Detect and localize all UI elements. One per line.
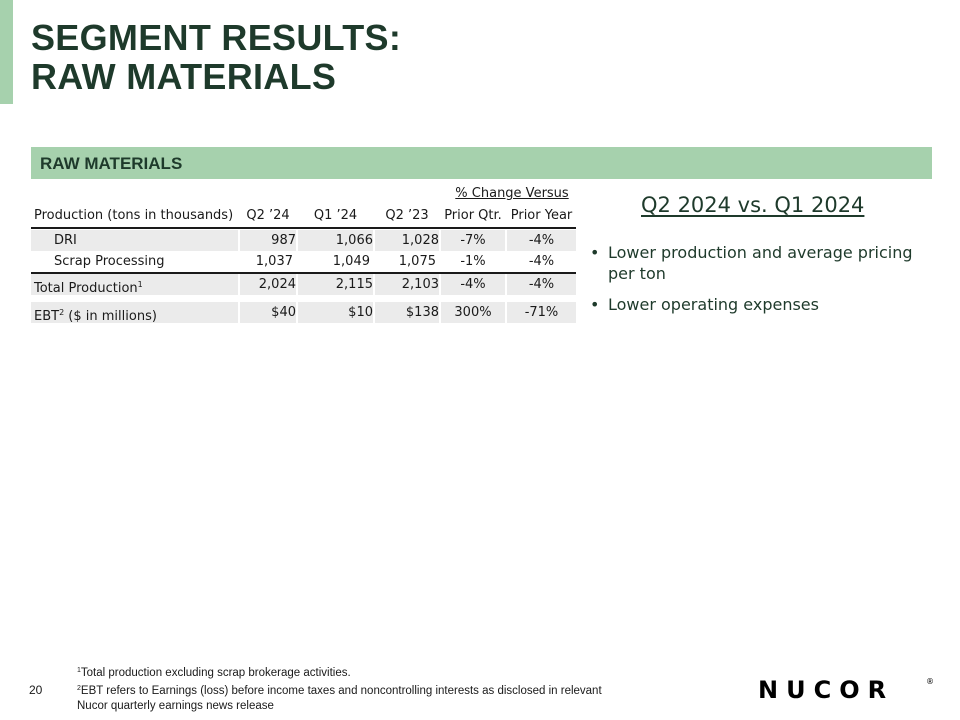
table-cell: 2,024 — [240, 274, 296, 295]
nucor-logo — [758, 676, 934, 700]
page-number: 20 — [29, 683, 43, 697]
column-header-production: Production (tons in thousands) — [34, 208, 234, 223]
footnote-2-cont: Nucor quarterly earnings news release — [77, 700, 274, 712]
footnote-1: $^1$Total production excluding scrap brokerage activities. — [77, 667, 351, 679]
title-line-2: RAW MATERIALS — [31, 56, 337, 97]
table-cell: $10 — [298, 302, 373, 323]
header-rule — [31, 227, 576, 229]
table-cell: 1,037 — [255, 254, 293, 269]
row-label: Scrap Processing — [54, 254, 165, 269]
footnotes — [77, 663, 602, 714]
column-header-q2-24: Q2 ’24 — [246, 208, 290, 223]
row-label: Total Production$^1$ — [31, 274, 238, 295]
row-label: EBT$^2$ ($ in millions) — [31, 302, 238, 323]
table-cell: 2,115 — [298, 274, 373, 295]
table-cell: -4% — [528, 254, 555, 269]
logo-wordmark: NUCOR — [758, 676, 895, 700]
table-cell: -1% — [460, 254, 486, 269]
column-header-q1-24: Q1 ’24 — [313, 208, 358, 223]
row-label: DRI — [31, 230, 238, 251]
table-row — [31, 302, 576, 323]
registered-mark: ® — [926, 677, 934, 686]
bullet-item: • Lower operating expenses — [590, 295, 819, 314]
table-row — [31, 274, 576, 295]
table-cell: 1,028 — [375, 230, 439, 251]
table-row — [31, 251, 576, 272]
column-header-q2-23: Q2 ’23 — [385, 208, 429, 223]
table-cell: 300% — [441, 302, 505, 323]
table-cell: 1,075 — [398, 254, 436, 269]
footnote-marker: 2 — [59, 308, 65, 317]
change-versus-header: % Change Versus — [455, 186, 569, 201]
commentary-bullets — [590, 242, 920, 325]
page-title — [31, 18, 401, 96]
column-header-prior-year: Prior Year — [510, 208, 573, 223]
footnote-2: $^2$EBT refers to Earnings (loss) before income taxes and noncontrolling interests as disclosed in relevant — [77, 685, 602, 697]
bullet-icon: • — [590, 295, 600, 314]
footnote-marker: 1 — [137, 280, 143, 289]
table-cell: -4% — [507, 230, 576, 251]
table-header-row — [31, 205, 576, 226]
title-accent-bar — [0, 0, 13, 104]
table-cell: $40 — [240, 302, 296, 323]
section-band — [31, 147, 932, 179]
table-cell: $138 — [375, 302, 439, 323]
table-cell: -71% — [507, 302, 576, 323]
table-cell: -4% — [441, 274, 505, 295]
title-line-1: SEGMENT RESULTS: — [31, 17, 402, 58]
section-label: RAW MATERIALS — [40, 154, 183, 173]
table-cell: 1,066 — [298, 230, 373, 251]
bullet-icon: • — [590, 243, 600, 262]
commentary-heading: Q2 2024 vs. Q1 2024 — [641, 193, 865, 217]
table-cell: 2,103 — [375, 274, 439, 295]
table-cell: 987 — [240, 230, 296, 251]
bullet-item: • Lower production and average pricing per ton — [590, 243, 913, 283]
table-cell: 1,049 — [332, 254, 370, 269]
table-cell: -4% — [507, 274, 576, 295]
column-header-prior-qtr: Prior Qtr. — [444, 208, 502, 223]
table-row — [31, 230, 576, 251]
table-cell: -7% — [441, 230, 505, 251]
